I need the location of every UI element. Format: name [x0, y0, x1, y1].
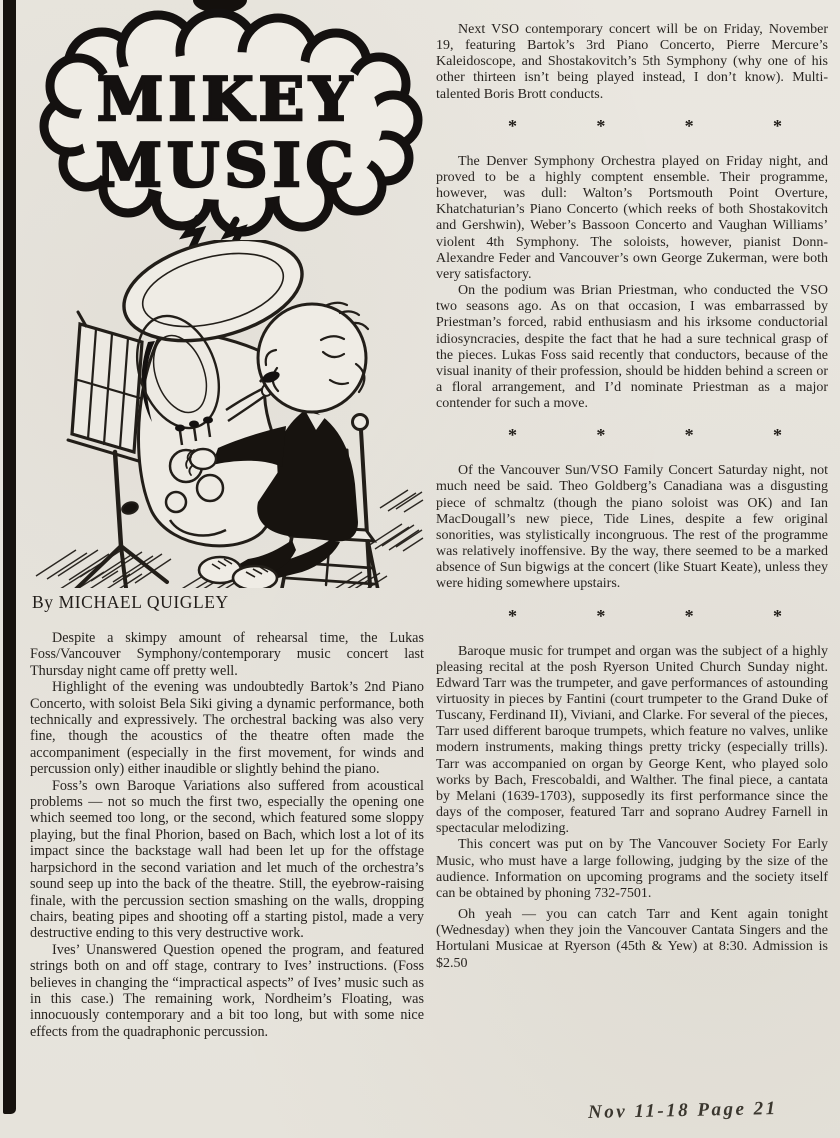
asterisk: * — [684, 425, 694, 446]
byline: By MICHAEL QUIGLEY — [32, 592, 229, 612]
left-column — [30, 8, 424, 1118]
paragraph: Ives’ Unanswered Question opened the program, and featured strings both on and off stage, contrary to Ives’ instructions. (Foss believes in changing the “impractical aspects” of Ives’ music such as in this case.) The remaining work, Nordheim’s Floating, was innocuously contemporary and a bit too long, but with some nice effects from the quadraphonic percussion. — [30, 941, 424, 1040]
title-line-1: MIKEY — [96, 65, 358, 135]
tuba-player-cartoon — [30, 240, 424, 588]
asterisk: * — [596, 605, 606, 626]
paragraph: Of the Vancouver Sun/VSO Family Concert Saturday night, not much need be said. Theo Goldberg’s Canadiana was a disgusting piece of schmaltz (though the piano soloist was OK) and Ian MacDougall’s new piece, Tide Lines, despite a few original sonorities, was stylistically incongruous. The rest of the programme was relatively inoffensive. By the way, there seemed to be a marked absence of Sun bigwigs at the concert (like Stuart Keate), unless they were hiding somewhere upstairs. — [436, 463, 828, 592]
date-page-stamp: Nov 11-18 Page 21 — [587, 1098, 778, 1123]
left-border-rule — [3, 0, 16, 1114]
asterisk: * — [772, 115, 782, 136]
asterisk: * — [684, 115, 694, 136]
paragraph: Despite a skimpy amount of rehearsal time, the Lukas Foss/Vancouver Symphony/contemporary music concert last Thursday night came off pretty well. — [30, 630, 424, 679]
asterisk: * — [596, 115, 606, 136]
left-column-text — [30, 630, 424, 1040]
paragraph: Next VSO contemporary concert will be on Friday, November 19, featuring Bartok’s 3rd Piano Concerto, Pierre Mercure’s Kaleidoscope, and Shostakovitch’s 5th Symphony (why one of his other thirteen isn’t being played instead, I don’t know). Multi-talented Boris Brott conducts. — [436, 22, 828, 102]
paragraph: Baroque music for trumpet and organ was the subject of a highly pleasing recital at the posh Ryerson United Church Sunday night. Edward Tarr was the trumpeter, and gave performances of astounding virtuosity in pieces by Fantini (court trumpeter to the Grand Duke of Tuscany, Ferdinand II), Viviani, and Clarke. For several of the pieces, Tarr used different baroque trumpets, which feature no valves, unlike modern instruments, making things pretty tricky (especially trills). Tarr was accompanied on organ by George Kent, who played solo works by Bach, Frescobaldi, and Walther. The final piece, a cantata by Melani (1639-1703), supposedly its first performance since the days of the composer, featured Tarr and soprano Audrey Farnell in spectacular melodizing. — [436, 643, 828, 837]
title-line-2: MUSIC — [95, 131, 359, 201]
asterisk-separator — [436, 593, 828, 644]
asterisk: * — [508, 605, 517, 626]
asterisk: * — [684, 605, 694, 626]
right-column — [436, 22, 828, 972]
hand — [190, 449, 216, 469]
asterisk: * — [772, 425, 782, 446]
paragraph: This concert was put on by The Vancouver Society For Early Music, who must have a large following, judging by the size of the audience. Information on upcoming programs and the society itself can be obtained by phoning 732-7501. — [436, 837, 828, 901]
asterisk: * — [772, 605, 782, 626]
paragraph: Oh yeah — you can catch Tarr and Kent again tonight (Wednesday) when they join the Vancouver Cantata Singers and the Hortulani Musicae at Ryerson (45th & Yew) at 8:30. Admission is $2.50 — [436, 907, 828, 971]
paragraph: The Denver Symphony Orchestra played on Friday night, and proved to be a highly comptent ensemble. Their programme, however, was dull: Walton’s Portsmouth Point Overture, Khatchaturian’s Piano Concerto (which reeks of both Shostakovitch and Gershwin), Weber’s Bassoon Concerto and Vaughan Williams’ violent 4th Symphony. The soloists, however, pianist Donn-Alexandre Feder and Vancouver’s own George Zukerman, were both very satisfactory. — [436, 153, 828, 282]
asterisk-separator — [436, 412, 828, 463]
asterisk: * — [596, 425, 606, 446]
asterisk: * — [508, 115, 517, 136]
masthead-title — [96, 65, 359, 201]
asterisk: * — [508, 425, 517, 446]
title-thought-bubble — [30, 8, 424, 256]
paragraph: On the podium was Brian Priestman, who conducted the VSO two seasons ago. As on that occasion, I was embarrassed by Priestman’s forced, rabid enthusiasm and his irksome conductorial idiosyncracies, despite the fact that he had a sure technical grasp of the pieces. Lukas Foss said recently that conductors, because of the visual inanity of their profession, should be hidden behind a screen or a floral arrangement, and I’d nominate Priestman as a major contender for such a move. — [436, 283, 828, 412]
paragraph: Foss’s own Baroque Variations also suffered from acoustical problems — not so much the first two, especially the opening one which seemed too long, or the second, which featured some sloppy playing, but the final Phorion, based on Bach, which lost a lot of its impact since the backstage wall had been let up for the offstage harpsichord in the second variation and let much of the orchestra’s sound seep up into the back of the theatre. Still, the eyebrow-raising finale, with the percussion section smashing on the walls, dropping chairs, beating pipes and shooting off a starting pistol, made a very destructive ending to this very destructive work. — [30, 777, 424, 942]
asterisk-separator — [436, 103, 828, 154]
head — [258, 304, 366, 412]
paragraph: Highlight of the evening was undoubtedly Bartok’s 2nd Piano Concerto, with soloist Bela Siki giving a dynamic performance, both technically and expressively. The orchestral backing was also very fine, though the acoustics of the theatre often made the accompaniment (especially in the first movement, for winds and percussion only) either inaudible or slightly behind the piano. — [30, 679, 424, 778]
